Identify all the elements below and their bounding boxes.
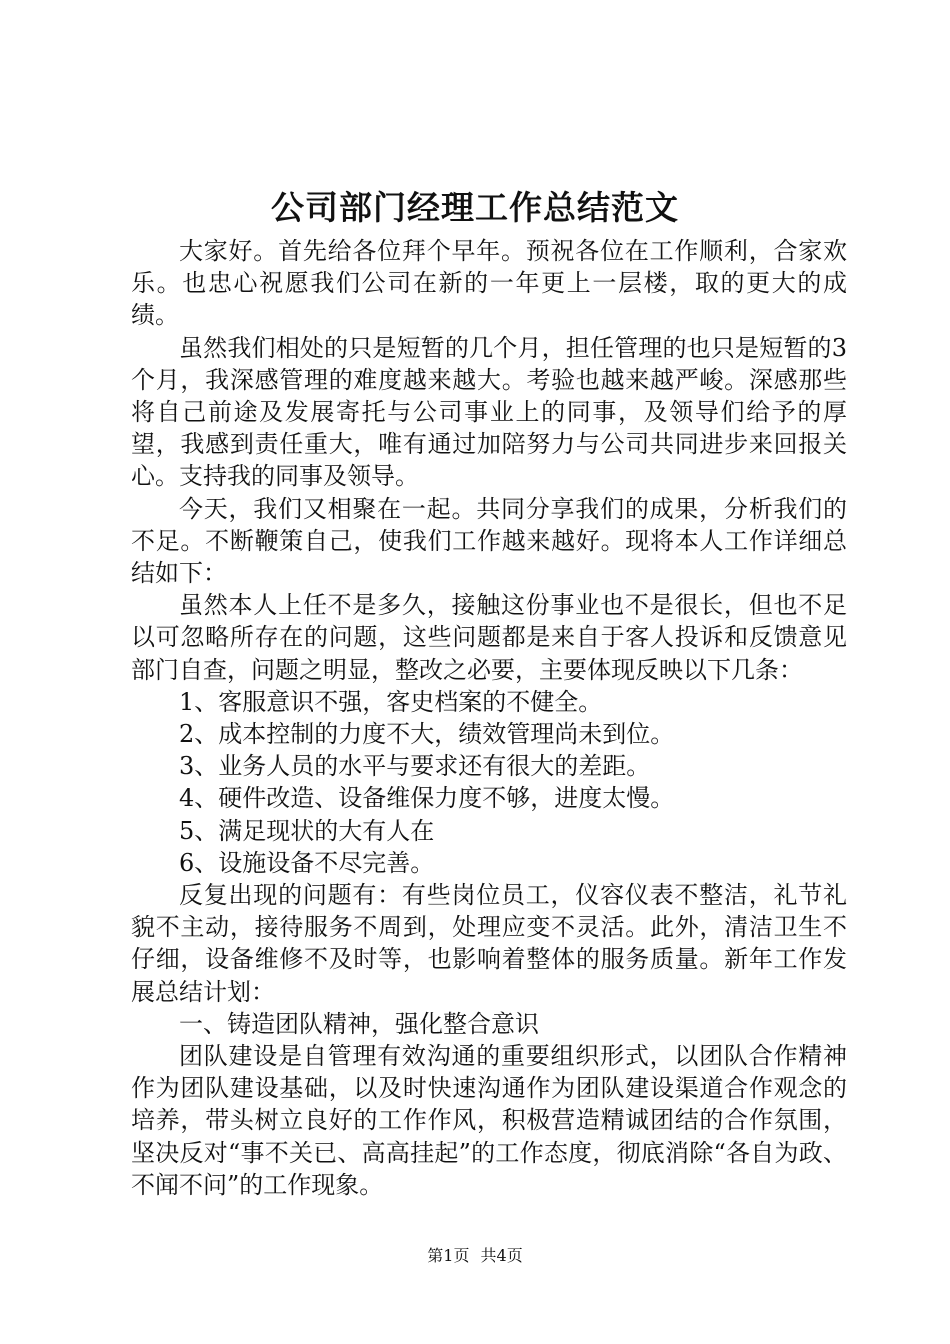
paragraph-greeting: 大家好。首先给各位拜个早年。预祝各位在工作顺利，合家欢乐。也忠心祝愿我们公司在新的一年更上一层楼，取的更大的成绩。 xyxy=(131,237,847,330)
list-item-5: 5、满足现状的大有人在 xyxy=(179,816,435,845)
list-item-2: 2、成本控制的力度不大，绩效管理尚未到位。 xyxy=(179,720,675,749)
paragraph-intro: 虽然我们相处的只是短暂的几个月，担任管理的也只是短暂的3个月，我深感管理的难度越来越大。考验也越来越严峻。深感那些将自己前途及发展寄托与公司事业上的同事，及领导们给予的厚望，我感到责任重大，唯有通过加陪努力与公司共同进步来回报关心。支持我的同事及领导。 xyxy=(131,333,847,491)
paragraph-recurring-problems: 反复出现的问题有：有些岗位员工，仪容仪表不整洁，礼节礼貌不主动，接待服务不周到，处理应变不灵活。此外，清洁卫生不仔细，设备维修不及时等，也影响着整体的服务质量。新年工作发展总结计划： xyxy=(131,881,847,1006)
section-heading-1: 一、铸造团队精神，强化整合意识 xyxy=(179,1009,539,1038)
paragraph-team-building: 团队建设是自管理有效沟通的重要组织形式，以团队合作精神作为团队建设基础，以及时快速沟通作为团队建设渠道合作观念的培养，带头树立良好的工作作风，积极营造精诚团结的合作氛围，坚决反对“事不关已、高高挂起”的工作态度，彻底消除“各自为政、不闻不问”的工作现象。 xyxy=(131,1042,847,1199)
list-item-1: 1、客服意识不强，客史档案的不健全。 xyxy=(179,687,603,716)
page-footer xyxy=(0,1244,950,1268)
list-item-3: 3、业务人员的水平与要求还有很大的差距。 xyxy=(179,752,651,781)
document-title: 公司部门经理工作总结范文 xyxy=(271,188,679,227)
page-total: 共4页 xyxy=(480,1246,523,1265)
list-item-6: 6、设施设备不尽完善。 xyxy=(179,848,435,877)
paragraph-problems-intro: 虽然本人上任不是多久，接触这份事业也不是很长，但也不足以可忽略所存在的问题，这些问题都是来自于客人投诉和反馈意见部门自查，问题之明显，整改之必要，主要体现反映以下几条： xyxy=(131,591,847,684)
paragraph-today: 今天，我们又相聚在一起。共同分享我们的成果，分析我们的不足。不断鞭策自己，使我们工作越来越好。现将本人工作详细总结如下： xyxy=(131,494,847,588)
list-item-4: 4、硬件改造、设备维保力度不够，进度太慢。 xyxy=(179,784,675,813)
document-body xyxy=(131,235,847,1201)
page-number: 第1页 xyxy=(427,1246,470,1265)
